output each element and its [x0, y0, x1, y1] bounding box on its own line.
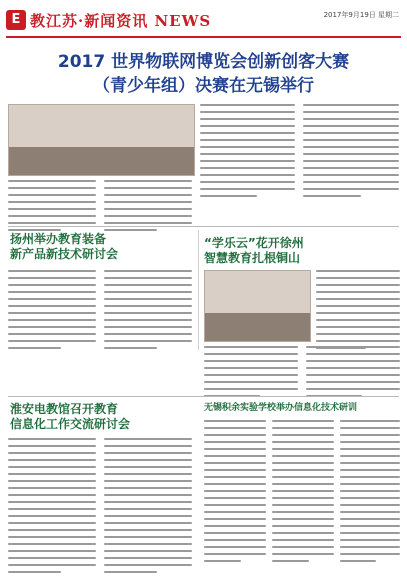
article-4-headline [204, 402, 400, 415]
masthead [0, 0, 407, 40]
article-4-headline-line1: 无锡积余实验学校举办信息化技术研训 [204, 403, 358, 413]
section-badge-letter: E [11, 12, 21, 27]
issue-date: 2017年9月19日 星期二 [323, 11, 399, 19]
section-divider-2 [8, 396, 399, 397]
issue-info [324, 10, 399, 20]
main-photo [8, 104, 195, 176]
article-2-headline [204, 236, 399, 266]
main-article-column-4 [303, 104, 399, 202]
article-2-column-1 [204, 346, 298, 402]
article-2-photo [204, 270, 311, 342]
article-2-column-2 [306, 346, 400, 402]
article-1-headline-line2: 新产品新技术研讨会 [10, 247, 119, 261]
section-title: 教江苏·新闻资讯 NEWS [30, 12, 212, 30]
article-2-photo-classroom [205, 313, 310, 341]
section-divider-1 [8, 226, 399, 227]
section-badge [6, 10, 26, 30]
article-3-headline-line1: 淮安电教馆召开教育 [10, 402, 119, 416]
article-2-headline-line2: 智慧教育扎根铜山 [204, 251, 301, 265]
main-photo-crowd [9, 147, 194, 175]
article-4-column-1 [204, 420, 266, 567]
article-2-headline-line1: “学乐云”花开徐州 [204, 236, 304, 250]
main-article-column-3 [200, 104, 295, 202]
article-4-column-2 [272, 420, 334, 567]
article-3-headline-line2: 信息化工作交流研讨会 [10, 417, 131, 431]
main-headline-line2: （青少年组）决赛在无锡举行 [93, 76, 314, 96]
article-3-headline [10, 402, 195, 432]
column-divider [198, 230, 199, 350]
main-headline [10, 50, 397, 100]
main-article-column-2 [104, 180, 192, 236]
article-1-column-2 [104, 270, 192, 354]
masthead-rule [6, 36, 401, 38]
article-2-column-side [316, 270, 400, 354]
main-headline-line1: 2017 世界物联网博览会创新创客大赛 [57, 52, 350, 72]
article-1-headline [10, 232, 195, 262]
article-1-column-1 [8, 270, 96, 354]
article-3-column-1 [8, 438, 96, 578]
article-3-column-2 [104, 438, 192, 578]
article-1-headline-line1: 扬州举办教育装备 [10, 232, 107, 246]
main-article-column-1 [8, 180, 96, 236]
article-4-column-3 [340, 420, 400, 567]
